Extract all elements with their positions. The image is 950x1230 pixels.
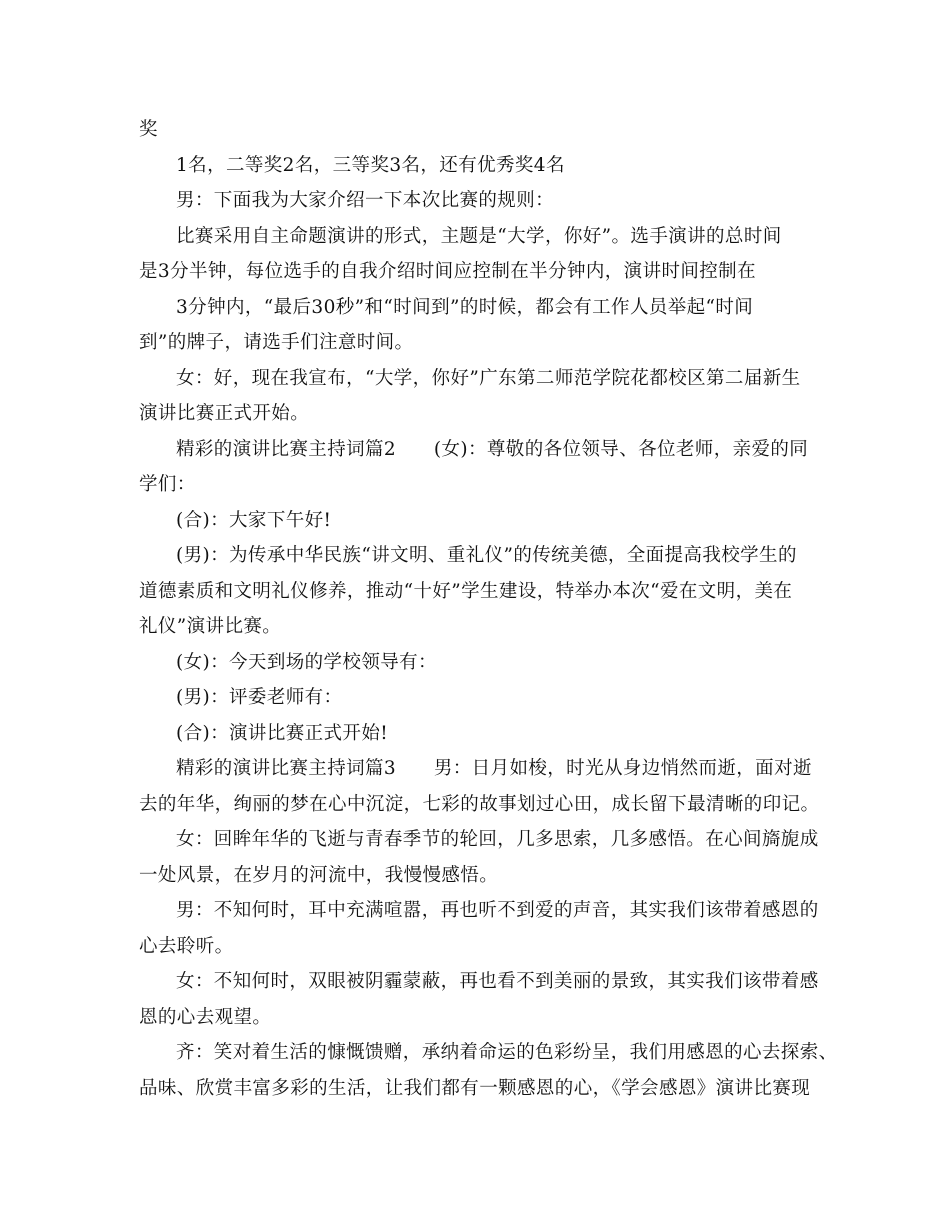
paragraph-line: 奖 bbox=[139, 119, 158, 140]
paragraph-line: 1名，二等奖2名，三等奖3名，还有优秀奖4名 bbox=[176, 154, 565, 176]
paragraph-line: (合)：演讲比赛正式开始! bbox=[176, 722, 389, 744]
paragraph-line: (合)：大家下午好! bbox=[176, 509, 332, 531]
paragraph-line: 礼仪”演讲比赛。 bbox=[139, 616, 282, 637]
paragraph-line: 齐：笑对着生活的慷慨馈赠，承纳着命运的色彩纷呈，我们用感恩的心去探索、 bbox=[176, 1042, 838, 1063]
paragraph-line: (女)：今天到场的学校领导有： bbox=[176, 651, 437, 673]
paragraph-line: 道德素质和文明礼仪修养，推动“十好”学生建设，特举办本次“爱在文明，美在 bbox=[139, 580, 793, 602]
paragraph-line: 去的年华，绚丽的梦在心中沉淀，七彩的故事划过心田，成长留下最清晰的印记。 bbox=[139, 793, 820, 815]
paragraph-line: 到”的牌子，请选手们注意时间。 bbox=[139, 332, 414, 353]
paragraph-line: 是3分半钟，每位选手的自我介绍时间应控制在半分钟内，演讲时间控制在 bbox=[139, 261, 756, 282]
document-body bbox=[139, 112, 838, 1106]
paragraph-line: 3分钟内，“最后30秒”和“时间到”的时候，都会有工作人员举起“时间 bbox=[176, 296, 754, 318]
paragraph-line: (男)：评委老师有： bbox=[176, 687, 343, 708]
paragraph-line: (男)：为传承中华民族“讲文明、重礼仪”的传统美德，全面提高我校学生的 bbox=[176, 545, 797, 566]
paragraph-line: 女：不知何时，双眼被阴霾蒙蔽，再也看不到美丽的景致，其实我们该带着感 bbox=[176, 971, 819, 992]
paragraph-line: 女：回眸年华的飞逝与青春季节的轮回，几多思索，几多感悟。在心间旖旎成 bbox=[176, 829, 819, 850]
paragraph-line: 一处风景，在岁月的河流中，我慢慢感悟。 bbox=[139, 864, 499, 886]
paragraph-line: 心去聆听。 bbox=[139, 935, 234, 957]
paragraph-line: 比赛采用自主命题演讲的形式，主题是“大学，你好”。选手演讲的总时间 bbox=[176, 225, 782, 247]
paragraph-line: 学们： bbox=[139, 474, 196, 495]
paragraph-line: 男：不知何时，耳中充满喧嚣，再也听不到爱的声音，其实我们该带着感恩的 bbox=[176, 900, 819, 921]
paragraph-line: 精彩的演讲比赛主持词篇2 (女)：尊敬的各位领导、各位老师，亲爱的同 bbox=[176, 438, 809, 460]
paragraph-line: 精彩的演讲比赛主持词篇3 男：日月如梭，时光从身边悄然而逝，面对逝 bbox=[176, 758, 812, 779]
paragraph-line: 男：下面我为大家介绍一下本次比赛的规则： bbox=[176, 190, 555, 211]
paragraph-line: 女：好，现在我宣布，“大学，你好”广东第二师范学院花都校区第二届新生 bbox=[176, 367, 801, 389]
paragraph-line: 品味、欣赏丰富多彩的生活，让我们都有一颗感恩的心，《学会感恩》演讲比赛现 bbox=[139, 1077, 811, 1099]
paragraph-line: 演讲比赛正式开始。 bbox=[139, 403, 310, 424]
paragraph-line: 恩的心去观望。 bbox=[139, 1006, 272, 1028]
